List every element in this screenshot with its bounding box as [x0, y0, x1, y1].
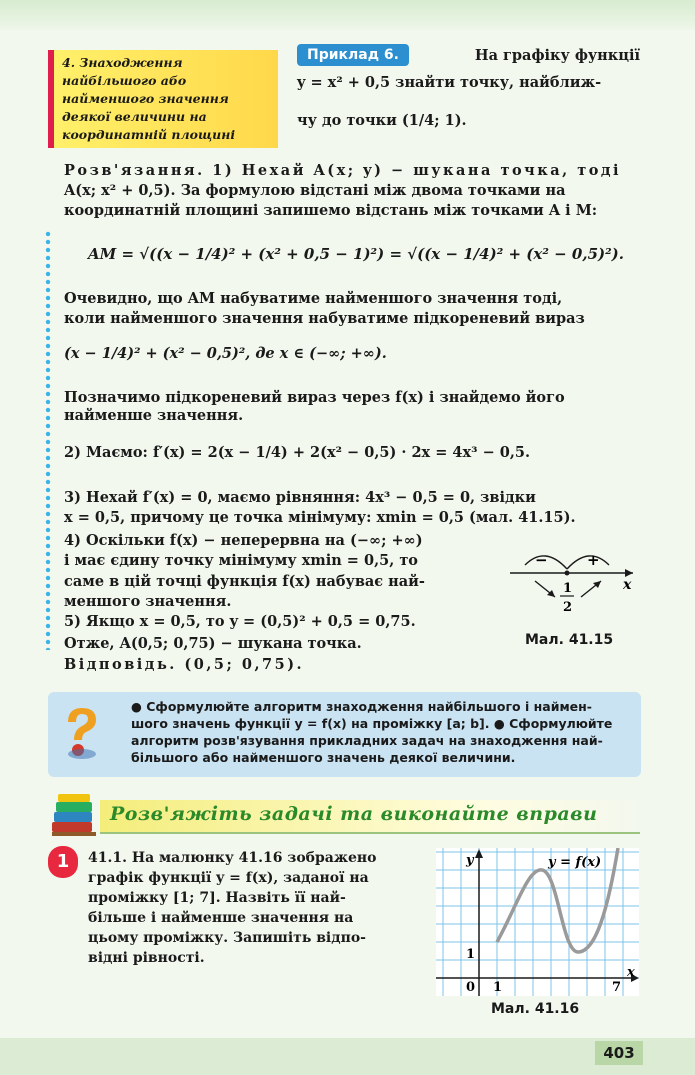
figure-41-15-caption: Мал. 41.15	[525, 632, 614, 648]
solution-step-4c: саме в цій точці функція f(x) набуває най-	[64, 573, 425, 590]
solution-conclusion: Отже, A(0,5; 0,75) − шукана точка.	[64, 635, 362, 652]
exercise-line: цьому проміжку. Запишіть відпо-	[88, 930, 366, 946]
solution-step-2: 2) Маємо: f′(x) = 2(x − 1/4) + 2(x² − 0,5) · 2x = 4x³ − 0,5.	[64, 444, 531, 461]
graph-function-label: y = f(x)	[548, 855, 602, 870]
question-line: алгоритм розв'язування прикладних задач на знаходження най-	[131, 733, 603, 748]
function-graph-figure	[436, 848, 639, 996]
example-line-1: На графіку функції	[474, 47, 640, 64]
point-numerator: 1	[563, 581, 573, 596]
sidebar-line: найбільшого або	[62, 73, 187, 88]
min-point	[565, 571, 570, 576]
formula-am: AM = √((x − 1/4)² + (x² + 0,5 − 1)²) = √((x − 1/4)² + (x² − 0,5)²).	[88, 245, 624, 263]
solution-step-4a: 4) Оскільки f(x) − неперервна на (−∞; +∞)	[64, 532, 423, 549]
question-line: ● Сформулюйте алгоритм знаходження найбільшого і наймен-	[131, 699, 592, 714]
graph-x-tick-7: 7	[612, 980, 622, 995]
dotted-margin	[45, 230, 51, 650]
exercise-line: відні рівності.	[88, 950, 205, 966]
sidebar-line: найменшого значення	[62, 91, 229, 106]
top-band	[0, 0, 695, 30]
sidebar-line: координатній площині	[62, 127, 236, 142]
solution-line-3: координатній площині запишемо відстань між точками A і M:	[64, 202, 598, 219]
sidebar-line: деякої величини на	[62, 109, 207, 124]
exercise-line: 41.1. На малюнку 41.16 зображено	[88, 850, 377, 866]
solution-step-5: 5) Якщо x = 0,5, то y = (0,5)² + 0,5 = 0,75.	[64, 613, 416, 630]
axis-arrow-icon	[625, 569, 633, 577]
question-line: більшого або найменшого значень деякої величини.	[131, 750, 516, 765]
solution-line-1: Розв'язання. 1) Нехай A(x; y) − шукана точка, тоді	[64, 162, 622, 179]
example-line-3: чу до точки (1/4; 1).	[297, 112, 467, 129]
review-questions	[48, 692, 641, 777]
section-header	[100, 800, 640, 834]
x-axis-label: x	[623, 577, 632, 593]
solution-step-4b: і має єдину точку мінімуму xmin = 0,5, то	[64, 552, 418, 569]
solution-line-4: Очевидно, що AM набуватиме найменшого значення тоді,	[64, 290, 563, 307]
books-icon	[48, 792, 100, 838]
bottom-band	[0, 1038, 695, 1075]
sign-chart-figure	[505, 535, 645, 630]
graph-x-label: x	[627, 965, 635, 980]
solution-step-3b: x = 0,5, причому це точка мінімуму: xmin = 0,5 (мал. 41.15).	[64, 509, 576, 526]
point-denominator: 2	[563, 600, 573, 615]
solution-line-6: (x − 1/4)² + (x² − 0,5)², де x ∈ (−∞; +∞).	[64, 345, 387, 362]
solution-line-2: A(x; x² + 0,5). За формулою відстані між двома точками на	[64, 182, 566, 199]
solution-step-3a: 3) Нехай f′(x) = 0, маємо рівняння: 4x³ − 0,5 = 0, звідки	[64, 489, 536, 506]
topic-sidebar	[48, 50, 278, 148]
solution-answer: Відповідь. (0,5; 0,75).	[64, 656, 305, 673]
section-title: Розв'яжіть задачі та виконайте вправи	[110, 803, 598, 825]
example-tag: Приклад 6.	[297, 44, 409, 66]
question-mark-icon	[58, 706, 102, 760]
sidebar-line: 4. Знаходження	[62, 55, 183, 70]
solution-line-5: коли найменшого значення набуватиме підкореневий вираз	[64, 310, 585, 327]
graph-y-label: y	[466, 853, 474, 868]
question-line: шого значень функції y = f(x) на проміжку [a; b]. ● Сформулюйте	[131, 716, 613, 731]
plus-sign: +	[587, 551, 600, 569]
solution-step-4d: меншого значення.	[64, 593, 232, 610]
minus-sign: −	[535, 551, 548, 569]
example-line-2: y = x² + 0,5 знайти точку, найближ-	[297, 74, 602, 91]
solution-line-8: найменше значення.	[64, 407, 244, 424]
exercise-line: більше і найменше значення на	[88, 910, 354, 926]
exercise-line: проміжку [1; 7]. Назвіть її най-	[88, 890, 346, 906]
graph-x-tick-1: 1	[493, 980, 503, 995]
solution-line-7: Позначимо підкореневий вираз через f(x) і знайдемо його	[64, 389, 565, 406]
exercise-41-1	[88, 848, 418, 968]
graph-origin-label: 0	[466, 980, 476, 995]
page-number: 403	[595, 1041, 643, 1065]
difficulty-level-badge: 1	[48, 846, 78, 878]
exercise-line: графік функції y = f(x), заданої на	[88, 870, 369, 886]
figure-41-16-caption: Мал. 41.16	[491, 1001, 580, 1017]
graph-y-tick-1: 1	[466, 947, 476, 962]
